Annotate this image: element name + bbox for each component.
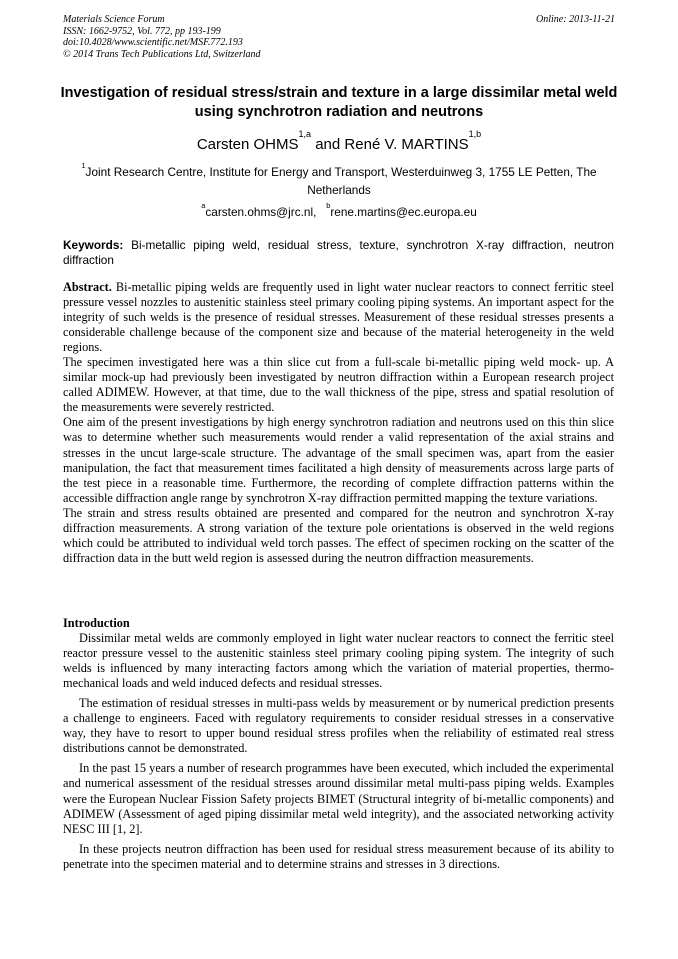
copyright-line: © 2014 Trans Tech Publications Ltd, Switzerland <box>63 48 261 60</box>
introduction-section <box>63 616 614 872</box>
intro-p1: Dissimilar metal welds are commonly employed in light water nuclear reactors to connect the ferritic steel reactor pressure vessel to the austenitic stainless steel primary cooling piping system. The integrity of such welds is influenced by many interacting factors among which the variation of material properties, thermo-mechanical loads and weld induced defects and residual stresses. <box>63 631 614 691</box>
keywords-text: Bi-metallic piping weld, residual stress, texture, synchrotron X-ray diffraction, neutron diffraction <box>63 238 614 267</box>
email-line <box>60 201 618 222</box>
abstract-paragraph <box>63 280 614 355</box>
abstract-p4: The strain and stress results obtained are presented and compared for the neutron and synchrotron X-ray diffraction measurements. A strong variation of the texture pole orientations is observed in the weld regions which could be attributed to individual weld torch passes. The effect of specimen rocking on the scatter of the diffraction data in the butt weld region is assessed during the neutron diffraction measurements. <box>63 505 614 565</box>
abstract-section <box>63 280 614 566</box>
journal-name: Materials Science Forum <box>63 14 165 25</box>
author-1: Carsten OHMS <box>196 136 299 153</box>
email-a-mark: a <box>201 201 206 210</box>
author-2-affiliation-mark: 1,b <box>468 129 482 139</box>
author-2: René V. MARTINS <box>344 136 469 153</box>
affiliation-text: Joint Research Centre, Institute for Energy and Transport, Westerduinweg 3, 1755 LE Petten, The Netherlands <box>85 165 597 197</box>
online-date: Online: 2013-11-21 <box>536 14 615 25</box>
author-line <box>60 129 618 157</box>
section-heading-introduction: Introduction <box>63 616 130 630</box>
email-b-mark: b <box>326 201 331 210</box>
keywords-label: Keywords: <box>63 238 124 252</box>
issn-line: ISSN: 1662-9752, Vol. 772, pp 193-199 <box>63 25 221 37</box>
abstract-p1: Bi-metallic piping welds are frequently used in light water nuclear reactors to connect ferritic steel pressure vessel nozzles to austenitic stainless steel primary cooling piping systems. An important aspect for the integrity of such welds is the presence of residual stresses. Measurement of these residual stresses presents a considerable challenge because of the component size and because of the material heterogeneity in the weld regions. <box>63 280 615 355</box>
intro-p4: In these projects neutron diffraction has been used for residual stress measurement because of its ability to penetrate into the specimen material and to determine strains and stresses in 3 directions. <box>63 841 614 871</box>
intro-p3: In the past 15 years a number of research programmes have been executed, which included the experimental and numerical assessment of the residual stresses around dissimilar metal multi-pass piping welds. Examples were the European Nuclear Fission Safety projects BIMET (Structural integrity of bi-metallic components) and ADIMEW (Assessment of aged piping dissimilar metal weld integrity), and the associated networking activity NESC III [1, 2]. <box>63 761 614 836</box>
author-conjunction: and <box>315 136 341 153</box>
intro-p2: The estimation of residual stresses in multi-pass welds by measurement or by numerical prediction presents a challenge to engineers. Faced with regulatory requirements to consider residual stresses in a conservative way, they have to resort to upper bound residual stress profiles when the reliability of estimated real stress distributions cannot be demonstrated. <box>63 696 614 756</box>
affiliation-mark: 1 <box>81 161 86 170</box>
abstract-p3: One aim of the present investigations by high energy synchrotron radiation and neutrons used on this thin slice was to determine whether such measurements would render a valid representation of the axial strains and stresses in the uncut large-scale structure. The advantage of the small specimen was, apart from the easier manipulation, the fact that measurement times facilitated a high density of measurements across large parts of the test piece in a reasonable time. Furthermore, the recording of complete diffraction patterns within the accessible diffraction angle range by synchrotron X-ray diffraction permitted mapping the texture variations. <box>63 415 614 505</box>
doi-line: doi:10.4028/www.scientific.net/MSF.772.193 <box>63 37 243 48</box>
affiliation <box>60 161 618 199</box>
paper-title: Investigation of residual stress/strain and texture in a large dissimilar metal weld using synchrotron radiation and neutrons <box>60 85 618 120</box>
author-1-affiliation-mark: 1,a <box>298 129 312 139</box>
abstract-p2: The specimen investigated here was a thin slice cut from a full-scale bi-metallic piping weld mock- up. A similar mock-up had previously been investigated by neutron diffraction within a European research project called ADIMEW. However, at that time, due to the wall thickness of the pipe, stress and spatial resolution of the measurements were severely restricted. <box>63 355 614 415</box>
keywords <box>63 238 614 268</box>
email-a: carsten.ohms@jrc.nl, <box>205 205 317 219</box>
abstract-label: Abstract. <box>63 280 112 294</box>
journal-header <box>63 14 261 60</box>
email-b: rene.martins@ec.europa.eu <box>330 205 477 219</box>
